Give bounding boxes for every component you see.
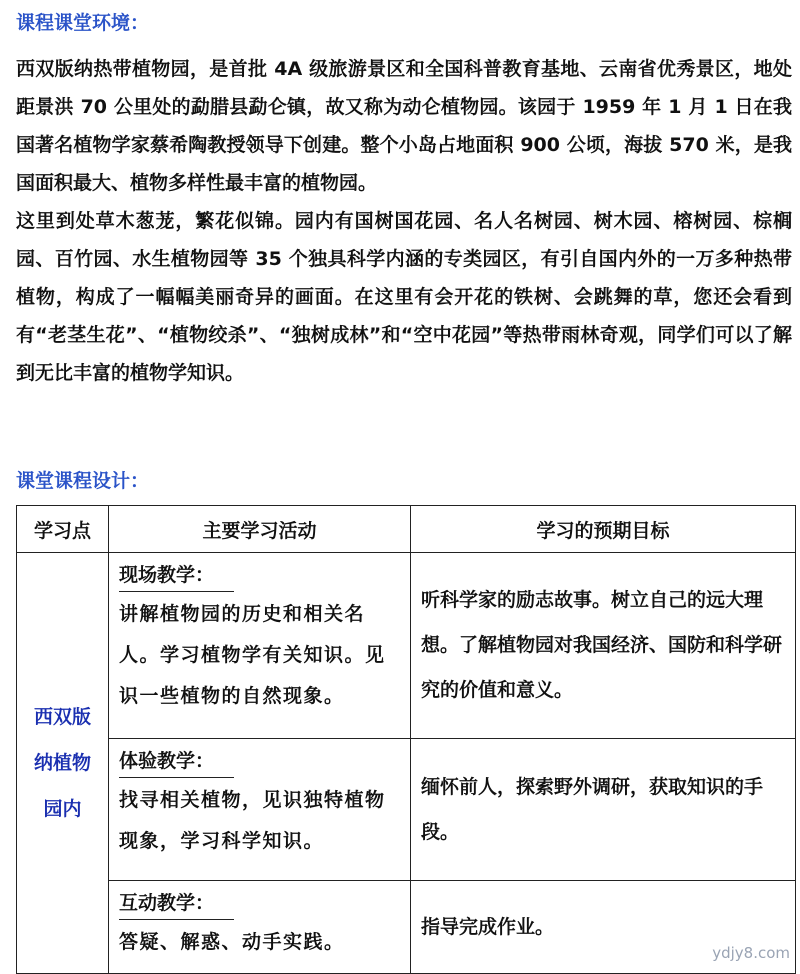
goal-cell: 缅怀前人，探索野外调研，获取知识的手段。 [411,739,796,881]
section-title-environment: 课程课堂环境： [16,12,150,34]
table-row [17,881,796,974]
activity-description: 找寻相关植物，见识独特植物现象，学习科学知识。 [119,789,386,852]
activity-label: 现场教学： [119,559,234,592]
location-text: 西双版纳植物园内 [33,706,91,820]
location-cell [17,553,109,974]
header-main-activities: 主要学习活动 [109,506,411,553]
header-learning-point: 学习点 [17,506,109,553]
goal-cell: 听科学家的励志故事。树立自己的远大理想。了解植物园对我国经济、国防和科学研究的价值和意义。 [411,553,796,739]
header-expected-goals: 学习的预期目标 [411,506,796,553]
table-row [17,739,796,881]
table-row [17,553,796,739]
intro-paragraph-2: 这里到处草木葱茏，繁花似锦。园内有国树国花园、名人名树园、树木园、榕树园、棕榈园、百竹园、水生植物园等 35 个独具科学内涵的专类园区，有引自国内外的一万多种热带植物，构成了一幅幅美丽奇异的画面。在这里有会开花的铁树、会跳舞的草，您还会看到有“老茎生花”、“植物绞杀”、“独树成林”和“空中花园”等热带雨林奇观，同学们可以了解到无比丰富的植物学知识。 [16,210,792,384]
activity-label: 体验教学： [119,745,234,778]
activity-cell [109,739,411,881]
activity-description: 讲解植物园的历史和相关名人。学习植物学有关知识。见识一些植物的自然现象。 [119,603,386,707]
goal-cell: 指导完成作业。 [411,881,796,974]
section-title-design: 课堂课程设计： [16,470,150,492]
intro-text [16,50,792,392]
table-header-row [17,506,796,553]
activity-cell [109,881,411,974]
course-design-table [16,505,796,974]
intro-paragraph-1: 西双版纳热带植物园，是首批 4A 级旅游景区和全国科普教育基地、云南省优秀景区，地处距景洪 70 公里处的勐腊县勐仑镇，故又称为动仑植物园。该园于 1959 年 1 月 1 日在我国著名植物学家蔡希陶教授领导下创建。整个小岛占地面积 900 公顷，海拔 570 米，是我国面积最大、植物多样性最丰富的植物园。 [16,58,792,194]
watermark: ydjy8.com [712,944,790,962]
activity-label: 互动教学： [119,887,234,920]
activity-description: 答疑、解惑、动手实践。 [119,931,345,953]
activity-cell [109,553,411,739]
